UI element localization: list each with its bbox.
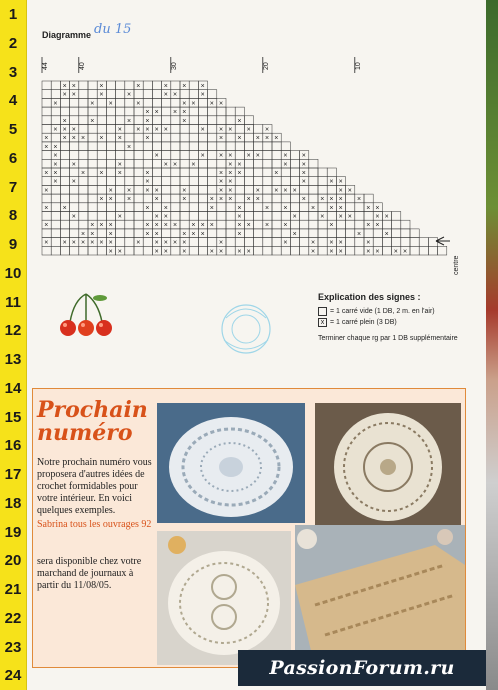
svg-text:×: × bbox=[62, 239, 67, 247]
svg-text:×: × bbox=[44, 239, 49, 247]
svg-text:×: × bbox=[329, 239, 334, 247]
legend-full-row bbox=[318, 318, 458, 327]
ruler-number: 11 bbox=[5, 293, 21, 311]
watermark: PassionForum.ru bbox=[238, 650, 486, 686]
svg-text:×: × bbox=[154, 213, 159, 221]
svg-text:×: × bbox=[44, 204, 49, 212]
svg-text:×: × bbox=[163, 213, 168, 221]
svg-text:×: × bbox=[237, 117, 242, 125]
svg-text:×: × bbox=[99, 170, 104, 177]
svg-text:×: × bbox=[163, 91, 168, 99]
svg-text:×: × bbox=[237, 222, 242, 230]
svg-text:×: × bbox=[338, 248, 343, 256]
svg-text:×: × bbox=[163, 126, 168, 134]
svg-text:×: × bbox=[237, 204, 242, 212]
arrow-icon bbox=[436, 237, 450, 245]
svg-text:×: × bbox=[384, 230, 389, 238]
svg-text:×: × bbox=[81, 135, 86, 143]
svg-text:×: × bbox=[53, 161, 58, 169]
svg-text:×: × bbox=[108, 196, 113, 204]
svg-text:×: × bbox=[200, 83, 205, 90]
svg-text:×: × bbox=[99, 239, 104, 247]
svg-text:×: × bbox=[338, 178, 343, 186]
svg-text:×: × bbox=[246, 248, 251, 256]
page-ruler bbox=[0, 0, 27, 690]
legend-note: Terminer chaque rg par 1 DB supplémentaire bbox=[318, 335, 458, 342]
crochet-chart bbox=[38, 55, 468, 285]
svg-text:×: × bbox=[173, 91, 178, 99]
svg-text:×: × bbox=[127, 91, 132, 99]
svg-text:×: × bbox=[228, 170, 233, 177]
svg-text:×: × bbox=[44, 187, 49, 195]
svg-text:×: × bbox=[219, 100, 224, 108]
svg-text:×: × bbox=[44, 170, 49, 177]
svg-text:×: × bbox=[127, 117, 132, 125]
svg-text:×: × bbox=[246, 196, 251, 204]
svg-text:×: × bbox=[44, 143, 49, 151]
svg-text:×: × bbox=[329, 204, 334, 212]
svg-text:×: × bbox=[99, 83, 104, 90]
svg-text:×: × bbox=[136, 239, 141, 247]
bleed-through-motif bbox=[216, 300, 276, 358]
ruler-number: 12 bbox=[4, 322, 22, 340]
svg-text:×: × bbox=[136, 83, 141, 90]
svg-text:×: × bbox=[71, 83, 76, 90]
svg-text:×: × bbox=[219, 187, 224, 195]
svg-text:×: × bbox=[117, 248, 122, 256]
svg-text:×: × bbox=[301, 170, 306, 177]
magazine-page bbox=[26, 0, 486, 690]
svg-text:×: × bbox=[99, 91, 104, 99]
svg-text:×: × bbox=[163, 222, 168, 230]
svg-text:×: × bbox=[99, 135, 104, 143]
svg-text:×: × bbox=[44, 135, 49, 143]
svg-text:×: × bbox=[90, 100, 95, 108]
svg-text:×: × bbox=[301, 161, 306, 169]
svg-text:×: × bbox=[154, 239, 159, 247]
svg-text:×: × bbox=[375, 204, 380, 212]
svg-text:×: × bbox=[357, 196, 362, 204]
legend bbox=[318, 292, 458, 342]
svg-text:×: × bbox=[219, 178, 224, 186]
svg-text:×: × bbox=[53, 170, 58, 177]
svg-text:×: × bbox=[53, 126, 58, 134]
svg-text:×: × bbox=[209, 204, 214, 212]
svg-text:×: × bbox=[265, 222, 270, 230]
svg-text:×: × bbox=[71, 135, 76, 143]
doily-photo-4 bbox=[295, 525, 465, 667]
svg-text:×: × bbox=[145, 187, 150, 195]
ruler-number: 17 bbox=[4, 466, 22, 483]
svg-text:×: × bbox=[237, 135, 242, 143]
svg-text:×: × bbox=[154, 187, 159, 195]
svg-text:×: × bbox=[292, 187, 297, 195]
svg-text:×: × bbox=[329, 222, 334, 230]
svg-text:×: × bbox=[219, 126, 224, 134]
svg-text:×: × bbox=[200, 222, 205, 230]
svg-text:×: × bbox=[145, 135, 150, 143]
centre-label: centre bbox=[453, 255, 460, 275]
doily-photo-2 bbox=[315, 403, 461, 525]
ruler-number: 14 bbox=[4, 379, 22, 397]
svg-text:×: × bbox=[219, 196, 224, 204]
svg-text:×: × bbox=[366, 204, 371, 212]
svg-text:×: × bbox=[108, 100, 113, 108]
ruler-number: 19 bbox=[4, 523, 22, 541]
svg-text:×: × bbox=[136, 126, 141, 134]
svg-text:×: × bbox=[228, 161, 233, 169]
svg-text:×: × bbox=[182, 187, 187, 195]
svg-text:×: × bbox=[182, 109, 187, 117]
svg-text:×: × bbox=[320, 196, 325, 204]
svg-text:×: × bbox=[283, 161, 288, 169]
svg-text:×: × bbox=[127, 187, 132, 195]
svg-text:×: × bbox=[209, 222, 214, 230]
handwritten-note: du 15 bbox=[94, 22, 132, 37]
column-label: 40 bbox=[78, 62, 86, 70]
svg-text:×: × bbox=[117, 213, 122, 221]
svg-text:×: × bbox=[154, 109, 159, 117]
svg-text:×: × bbox=[163, 204, 168, 212]
svg-text:×: × bbox=[366, 248, 371, 256]
svg-text:×: × bbox=[347, 187, 352, 195]
svg-text:×: × bbox=[62, 83, 67, 90]
svg-text:×: × bbox=[154, 126, 159, 134]
svg-text:×: × bbox=[127, 143, 132, 151]
svg-text:×: × bbox=[173, 239, 178, 247]
svg-text:×: × bbox=[191, 100, 196, 108]
svg-text:×: × bbox=[71, 239, 76, 247]
ruler-number: 16 bbox=[4, 437, 22, 455]
svg-text:×: × bbox=[154, 196, 159, 204]
svg-text:×: × bbox=[71, 178, 76, 186]
svg-text:×: × bbox=[265, 126, 270, 134]
svg-text:×: × bbox=[90, 239, 95, 247]
ruler-number: 7 bbox=[8, 178, 18, 196]
svg-text:×: × bbox=[329, 248, 334, 256]
svg-text:×: × bbox=[117, 170, 122, 177]
svg-text:×: × bbox=[62, 117, 67, 125]
svg-text:×: × bbox=[219, 135, 224, 143]
availability-text: sera disponible chez votre marchand de journaux à partir du 11/08/05. bbox=[37, 556, 142, 591]
doily-photo-1 bbox=[157, 403, 305, 523]
legend-full-text: = 1 carré plein (3 DB) bbox=[330, 319, 397, 326]
svg-text:×: × bbox=[154, 230, 159, 238]
svg-text:×: × bbox=[219, 239, 224, 247]
magazine-name: Sabrina tous les ouvrages 92 bbox=[37, 519, 152, 530]
svg-text:×: × bbox=[384, 213, 389, 221]
svg-text:×: × bbox=[237, 230, 242, 238]
svg-text:×: × bbox=[163, 248, 168, 256]
svg-text:×: × bbox=[90, 230, 95, 238]
svg-text:×: × bbox=[283, 152, 288, 160]
ruler-number: 9 bbox=[8, 236, 18, 253]
svg-text:×: × bbox=[366, 239, 371, 247]
svg-text:×: × bbox=[117, 161, 122, 169]
svg-text:×: × bbox=[145, 204, 150, 212]
ruler-number: 15 bbox=[4, 408, 22, 426]
svg-text:×: × bbox=[182, 196, 187, 204]
svg-text:×: × bbox=[62, 126, 67, 134]
svg-text:×: × bbox=[99, 196, 104, 204]
svg-text:×: × bbox=[154, 248, 159, 256]
svg-text:×: × bbox=[274, 135, 279, 143]
ruler-number: 5 bbox=[8, 121, 18, 138]
svg-text:×: × bbox=[265, 135, 270, 143]
svg-text:×: × bbox=[366, 222, 371, 230]
svg-text:×: × bbox=[62, 91, 67, 99]
svg-text:×: × bbox=[191, 222, 196, 230]
svg-text:×: × bbox=[311, 204, 316, 212]
svg-text:×: × bbox=[274, 170, 279, 177]
svg-text:×: × bbox=[228, 152, 233, 160]
svg-text:×: × bbox=[154, 222, 159, 230]
svg-text:×: × bbox=[182, 239, 187, 247]
svg-text:×: × bbox=[108, 187, 113, 195]
svg-text:×: × bbox=[53, 178, 58, 186]
svg-text:×: × bbox=[255, 135, 260, 143]
svg-text:×: × bbox=[219, 152, 224, 160]
svg-text:×: × bbox=[320, 213, 325, 221]
ruler-number: 10 bbox=[4, 264, 22, 282]
svg-text:×: × bbox=[127, 196, 132, 204]
svg-text:×: × bbox=[393, 248, 398, 256]
svg-text:×: × bbox=[71, 126, 76, 134]
svg-text:×: × bbox=[81, 170, 86, 177]
ruler-number: 23 bbox=[4, 638, 22, 656]
column-label: 10 bbox=[354, 62, 362, 70]
svg-text:×: × bbox=[357, 230, 362, 238]
svg-text:×: × bbox=[62, 204, 67, 212]
svg-text:×: × bbox=[228, 187, 233, 195]
svg-text:×: × bbox=[209, 100, 214, 108]
svg-text:×: × bbox=[329, 178, 334, 186]
empty-square-icon bbox=[318, 307, 327, 316]
diagram-title: Diagramme bbox=[42, 30, 92, 40]
svg-text:×: × bbox=[71, 161, 76, 169]
legend-empty-text: = 1 carré vide (1 DB, 2 m. en l'air) bbox=[330, 308, 435, 315]
svg-text:×: × bbox=[182, 248, 187, 256]
svg-text:×: × bbox=[108, 248, 113, 256]
svg-text:×: × bbox=[71, 91, 76, 99]
svg-text:×: × bbox=[108, 239, 113, 247]
svg-text:×: × bbox=[145, 178, 150, 186]
svg-text:×: × bbox=[145, 222, 150, 230]
svg-text:×: × bbox=[117, 126, 122, 134]
ruler-number: 24 bbox=[4, 667, 22, 685]
ruler-number: 6 bbox=[8, 149, 18, 167]
svg-text:×: × bbox=[90, 117, 95, 125]
svg-text:×: × bbox=[182, 100, 187, 108]
svg-text:×: × bbox=[117, 135, 122, 143]
svg-text:×: × bbox=[338, 196, 343, 204]
svg-text:×: × bbox=[99, 222, 104, 230]
svg-text:×: × bbox=[311, 248, 316, 256]
svg-text:×: × bbox=[44, 222, 49, 230]
svg-text:×: × bbox=[228, 196, 233, 204]
svg-text:×: × bbox=[200, 91, 205, 99]
svg-text:×: × bbox=[301, 152, 306, 160]
svg-text:×: × bbox=[338, 213, 343, 221]
ruler-number: 20 bbox=[4, 552, 22, 570]
column-label: 44 bbox=[42, 62, 49, 70]
ruler-number: 13 bbox=[4, 351, 22, 368]
svg-text:×: × bbox=[154, 152, 159, 160]
svg-text:×: × bbox=[173, 161, 178, 169]
svg-text:×: × bbox=[338, 204, 343, 212]
svg-text:×: × bbox=[338, 239, 343, 247]
svg-text:×: × bbox=[237, 161, 242, 169]
svg-text:×: × bbox=[200, 230, 205, 238]
svg-text:×: × bbox=[246, 126, 251, 134]
svg-text:×: × bbox=[292, 213, 297, 221]
svg-text:×: × bbox=[145, 126, 150, 134]
svg-text:×: × bbox=[283, 204, 288, 212]
svg-text:×: × bbox=[108, 230, 113, 238]
svg-text:×: × bbox=[200, 152, 205, 160]
ruler-number: 4 bbox=[8, 92, 18, 110]
svg-text:×: × bbox=[237, 248, 242, 256]
svg-text:×: × bbox=[265, 204, 270, 212]
ruler-number: 3 bbox=[8, 63, 18, 81]
column-label: 20 bbox=[262, 62, 270, 70]
svg-text:×: × bbox=[403, 248, 408, 256]
ruler-number: 21 bbox=[4, 581, 22, 598]
svg-text:×: × bbox=[163, 239, 168, 247]
svg-text:×: × bbox=[283, 239, 288, 247]
svg-text:×: × bbox=[163, 83, 168, 90]
svg-text:×: × bbox=[255, 152, 260, 160]
svg-text:×: × bbox=[237, 213, 242, 221]
filled-square-icon: x bbox=[318, 318, 327, 327]
svg-text:×: × bbox=[182, 117, 187, 125]
svg-text:×: × bbox=[228, 178, 233, 186]
svg-text:×: × bbox=[81, 239, 86, 247]
svg-text:×: × bbox=[191, 230, 196, 238]
svg-text:×: × bbox=[53, 152, 58, 160]
next-issue-body: Notre prochain numéro vous proposera d'autres idées de crochet formidables pour votre intérieur. En voici quelques exemples. bbox=[37, 457, 152, 516]
svg-text:×: × bbox=[329, 196, 334, 204]
svg-text:×: × bbox=[347, 213, 352, 221]
svg-text:×: × bbox=[283, 187, 288, 195]
svg-text:×: × bbox=[173, 109, 178, 117]
svg-text:×: × bbox=[145, 109, 150, 117]
svg-text:×: × bbox=[81, 230, 86, 238]
svg-text:×: × bbox=[62, 135, 67, 143]
svg-text:×: × bbox=[90, 222, 95, 230]
svg-text:×: × bbox=[237, 170, 242, 177]
adjacent-page-edge bbox=[486, 0, 498, 690]
svg-text:×: × bbox=[338, 187, 343, 195]
svg-text:×: × bbox=[246, 152, 251, 160]
svg-text:×: × bbox=[145, 230, 150, 238]
next-issue-panel bbox=[32, 388, 466, 668]
svg-text:×: × bbox=[301, 178, 306, 186]
svg-text:×: × bbox=[200, 126, 205, 134]
svg-text:×: × bbox=[246, 222, 251, 230]
cherries-icon bbox=[56, 292, 116, 340]
next-issue-title: Prochain numéro bbox=[37, 397, 148, 446]
svg-text:×: × bbox=[145, 117, 150, 125]
svg-text:×: × bbox=[301, 196, 306, 204]
svg-text:×: × bbox=[219, 248, 224, 256]
svg-text:×: × bbox=[255, 187, 260, 195]
svg-text:×: × bbox=[219, 170, 224, 177]
svg-text:×: × bbox=[255, 196, 260, 204]
svg-text:×: × bbox=[311, 239, 316, 247]
svg-text:×: × bbox=[108, 222, 113, 230]
ruler-number: 22 bbox=[4, 609, 22, 627]
svg-text:×: × bbox=[292, 230, 297, 238]
svg-text:×: × bbox=[209, 248, 214, 256]
svg-text:×: × bbox=[274, 187, 279, 195]
svg-text:×: × bbox=[71, 213, 76, 221]
ruler-number: 18 bbox=[4, 494, 22, 512]
svg-text:×: × bbox=[228, 126, 233, 134]
svg-text:×: × bbox=[182, 83, 187, 90]
svg-text:×: × bbox=[173, 222, 178, 230]
svg-text:×: × bbox=[163, 161, 168, 169]
svg-text:×: × bbox=[145, 170, 150, 177]
legend-heading: Explication des signes : bbox=[318, 292, 421, 302]
column-label: 30 bbox=[170, 62, 178, 70]
doily-photo-3 bbox=[157, 531, 291, 665]
ruler-number: 2 bbox=[8, 34, 18, 52]
svg-text:×: × bbox=[53, 143, 58, 151]
svg-text:×: × bbox=[136, 100, 141, 108]
svg-text:×: × bbox=[182, 230, 187, 238]
svg-text:×: × bbox=[191, 161, 196, 169]
svg-text:×: × bbox=[375, 213, 380, 221]
svg-text:×: × bbox=[283, 222, 288, 230]
ruler-number: 8 bbox=[8, 207, 18, 225]
ruler-number: 1 bbox=[8, 6, 18, 23]
svg-text:×: × bbox=[375, 222, 380, 230]
legend-empty-row bbox=[318, 307, 458, 316]
svg-text:×: × bbox=[209, 196, 214, 204]
svg-text:×: × bbox=[375, 248, 380, 256]
svg-text:×: × bbox=[53, 100, 58, 108]
